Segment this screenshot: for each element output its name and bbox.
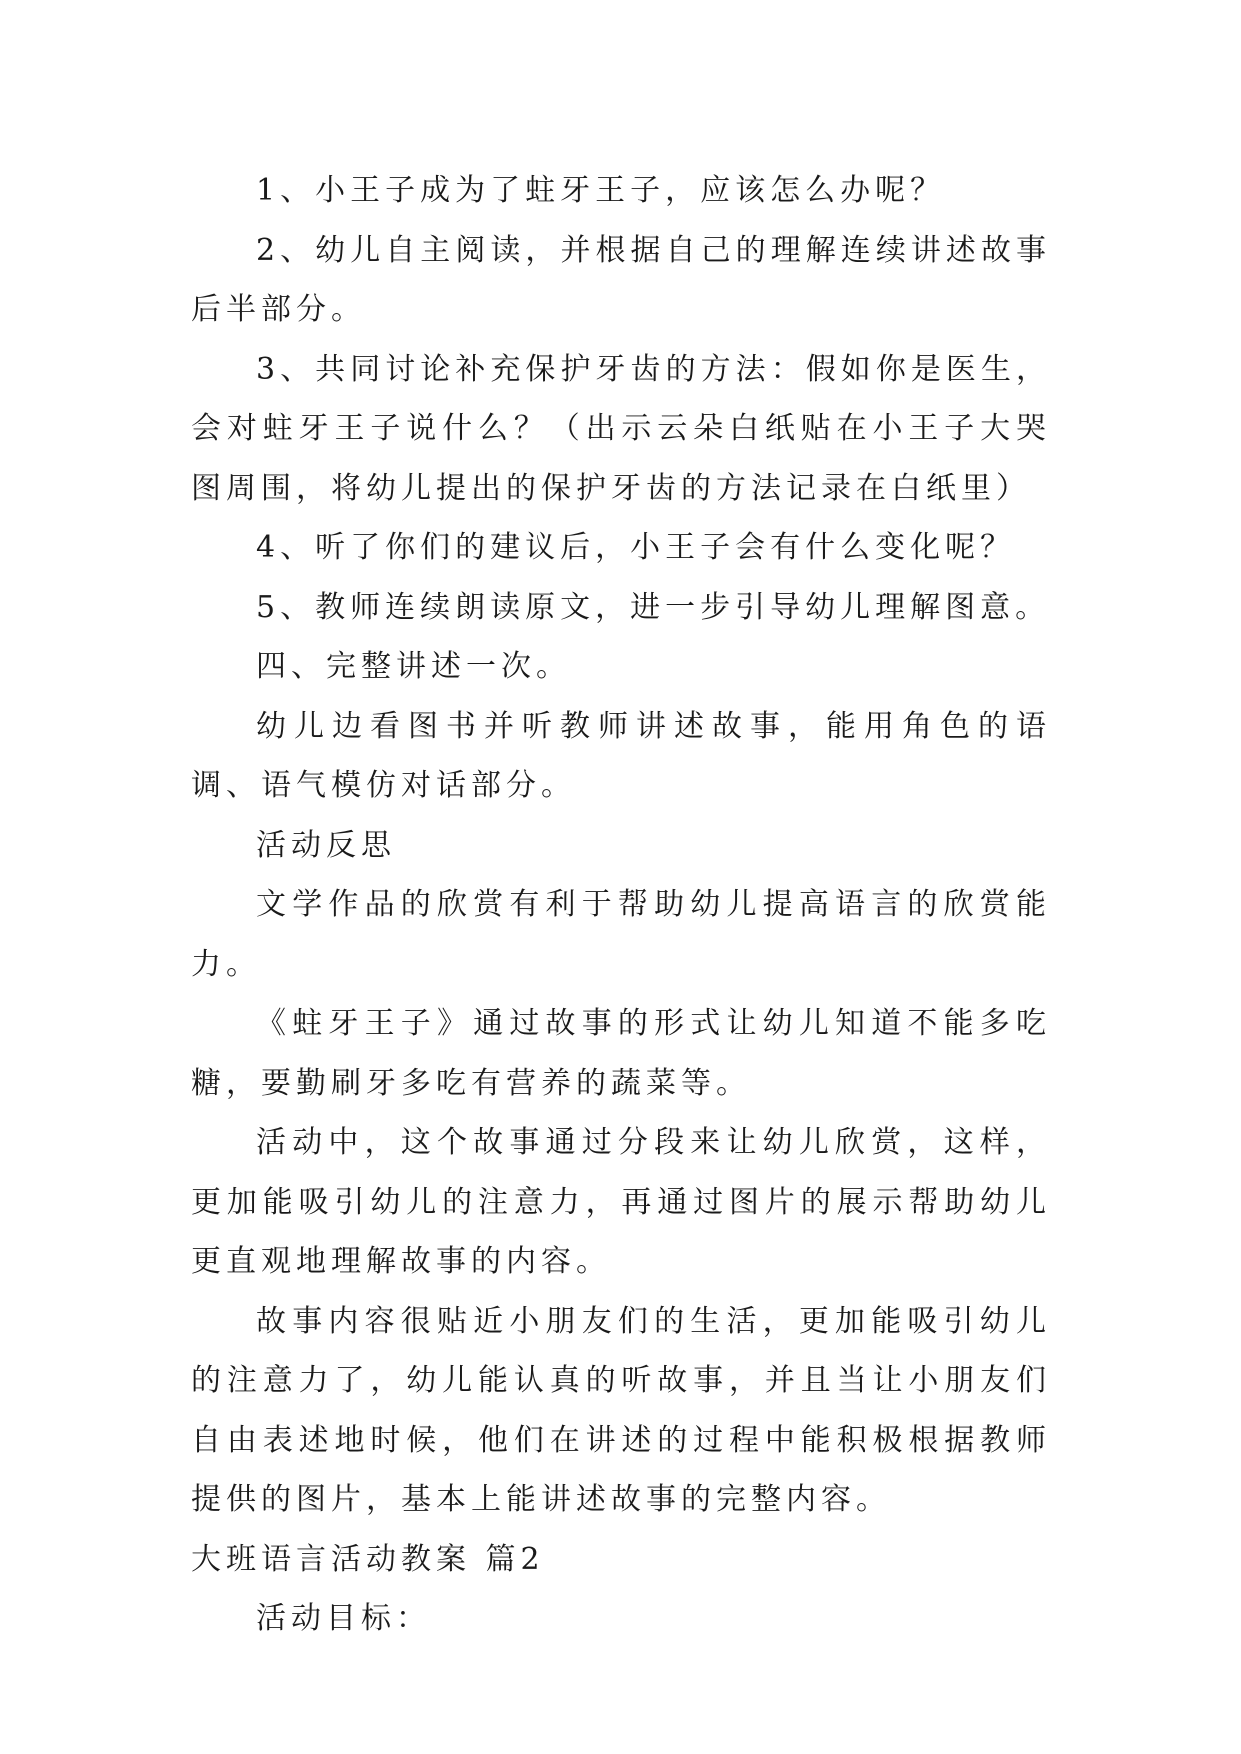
paragraph-reflection-1: 文学作品的欣赏有利于帮助幼儿提高语言的欣赏能力。 bbox=[191, 887, 1051, 982]
subheading-goals: 活动目标： bbox=[256, 1601, 431, 1636]
paragraph-reflection-3: 活动中，这个故事通过分段来让幼儿欣赏，这样，更加能吸引幼儿的注意力，再通过图片的展示帮助幼儿更直观地理解故事的内容。 bbox=[191, 1125, 1051, 1279]
paragraph-step-4: 4、听了你们的建议后，小王子会有什么变化呢？ bbox=[256, 530, 1016, 565]
paragraph-step-5: 5、教师连续朗读原文，进一步引导幼儿理解图意。 bbox=[256, 589, 1051, 625]
paragraph-reflection-heading: 活动反思 bbox=[256, 827, 396, 863]
paragraph-step-1: 1、小王子成为了蛀牙王子，应该怎么办呢？ bbox=[256, 173, 946, 208]
paragraph-retelling: 幼儿边看图书并听教师讲述故事，能用角色的语调、语气模仿对话部分。 bbox=[191, 708, 1051, 803]
section-heading: 大班语言活动教案 篇2 bbox=[191, 1541, 545, 1577]
paragraph-reflection-2: 《蛀牙王子》通过故事的形式让幼儿知道不能多吃糖，要勤刷牙多吃有营养的蔬菜等。 bbox=[191, 1006, 1051, 1101]
paragraph-section-four: 四、完整讲述一次。 bbox=[256, 649, 571, 684]
paragraph-step-3: 3、共同讨论补充保护牙齿的方法：假如你是医生，会对蛀牙王子说什么？（出示云朵白纸贴在小王子大哭图周围，将幼儿提出的保护牙齿的方法记录在白纸里） bbox=[191, 351, 1051, 506]
paragraph-step-2: 2、幼儿自主阅读，并根据自己的理解连续讲述故事后半部分。 bbox=[191, 232, 1051, 327]
document-body bbox=[191, 161, 1051, 1649]
paragraph-reflection-4: 故事内容很贴近小朋友们的生活，更加能吸引幼儿的注意力了，幼儿能认真的听故事，并且当让小朋友们自由表述地时候，他们在讲述的过程中能积极根据教师提供的图片，基本上能讲述故事的完整内容。 bbox=[191, 1303, 1051, 1517]
